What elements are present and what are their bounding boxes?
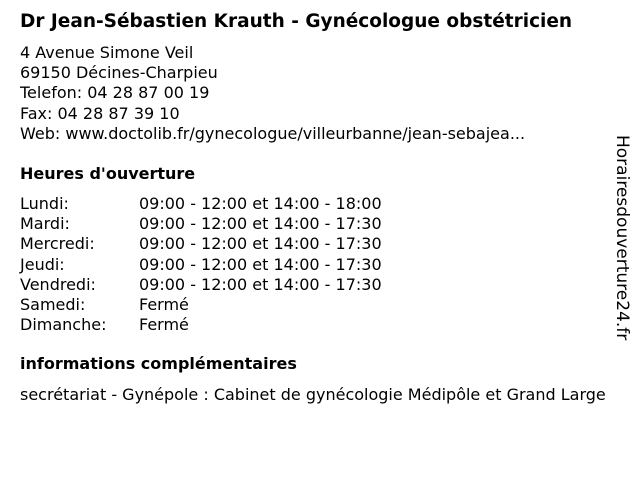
day-hours: 09:00 - 12:00 et 14:00 - 17:30: [139, 214, 382, 234]
day-hours: Fermé: [139, 315, 189, 335]
day-label: Mercredi:: [20, 234, 95, 254]
contact-block: [20, 43, 525, 144]
info-heading: informations complémentaires: [20, 354, 297, 373]
watermark: [612, 135, 634, 345]
info-text: secrétariat - Gynépole : Cabinet de gynécologie Médipôle et Grand Large: [20, 385, 606, 404]
day-label: Dimanche:: [20, 315, 107, 335]
day-label: Mardi:: [20, 214, 70, 234]
phone-number: Telefon: 04 28 87 00 19: [20, 83, 210, 103]
page-title: Dr Jean-Sébastien Krauth - Gynécologue obstétricien: [20, 11, 573, 32]
day-label: Jeudi:: [20, 254, 65, 274]
day-hours: 09:00 - 12:00 et 14:00 - 18:00: [139, 194, 382, 213]
fax-number: Fax: 04 28 87 39 10: [20, 103, 180, 123]
street-address: 4 Avenue Simone Veil: [20, 43, 194, 62]
day-hours: Fermé: [139, 294, 189, 314]
city-address: 69150 Décines-Charpieu: [20, 63, 218, 83]
day-label: Vendredi:: [20, 274, 96, 294]
watermark-text: Horairesdouverture24.fr: [612, 135, 632, 341]
day-hours: 09:00 - 12:00 et 14:00 - 17:30: [139, 274, 382, 294]
day-hours: 09:00 - 12:00 et 14:00 - 17:30: [139, 234, 382, 254]
hours-heading: Heures d'ouverture: [20, 164, 196, 183]
day-label: Samedi:: [20, 294, 86, 314]
day-hours: 09:00 - 12:00 et 14:00 - 17:30: [139, 254, 382, 274]
day-label: Lundi:: [20, 194, 69, 213]
website-url: Web: www.doctolib.fr/gynecologue/villeurbanne/jean-sebajea...: [20, 123, 526, 143]
